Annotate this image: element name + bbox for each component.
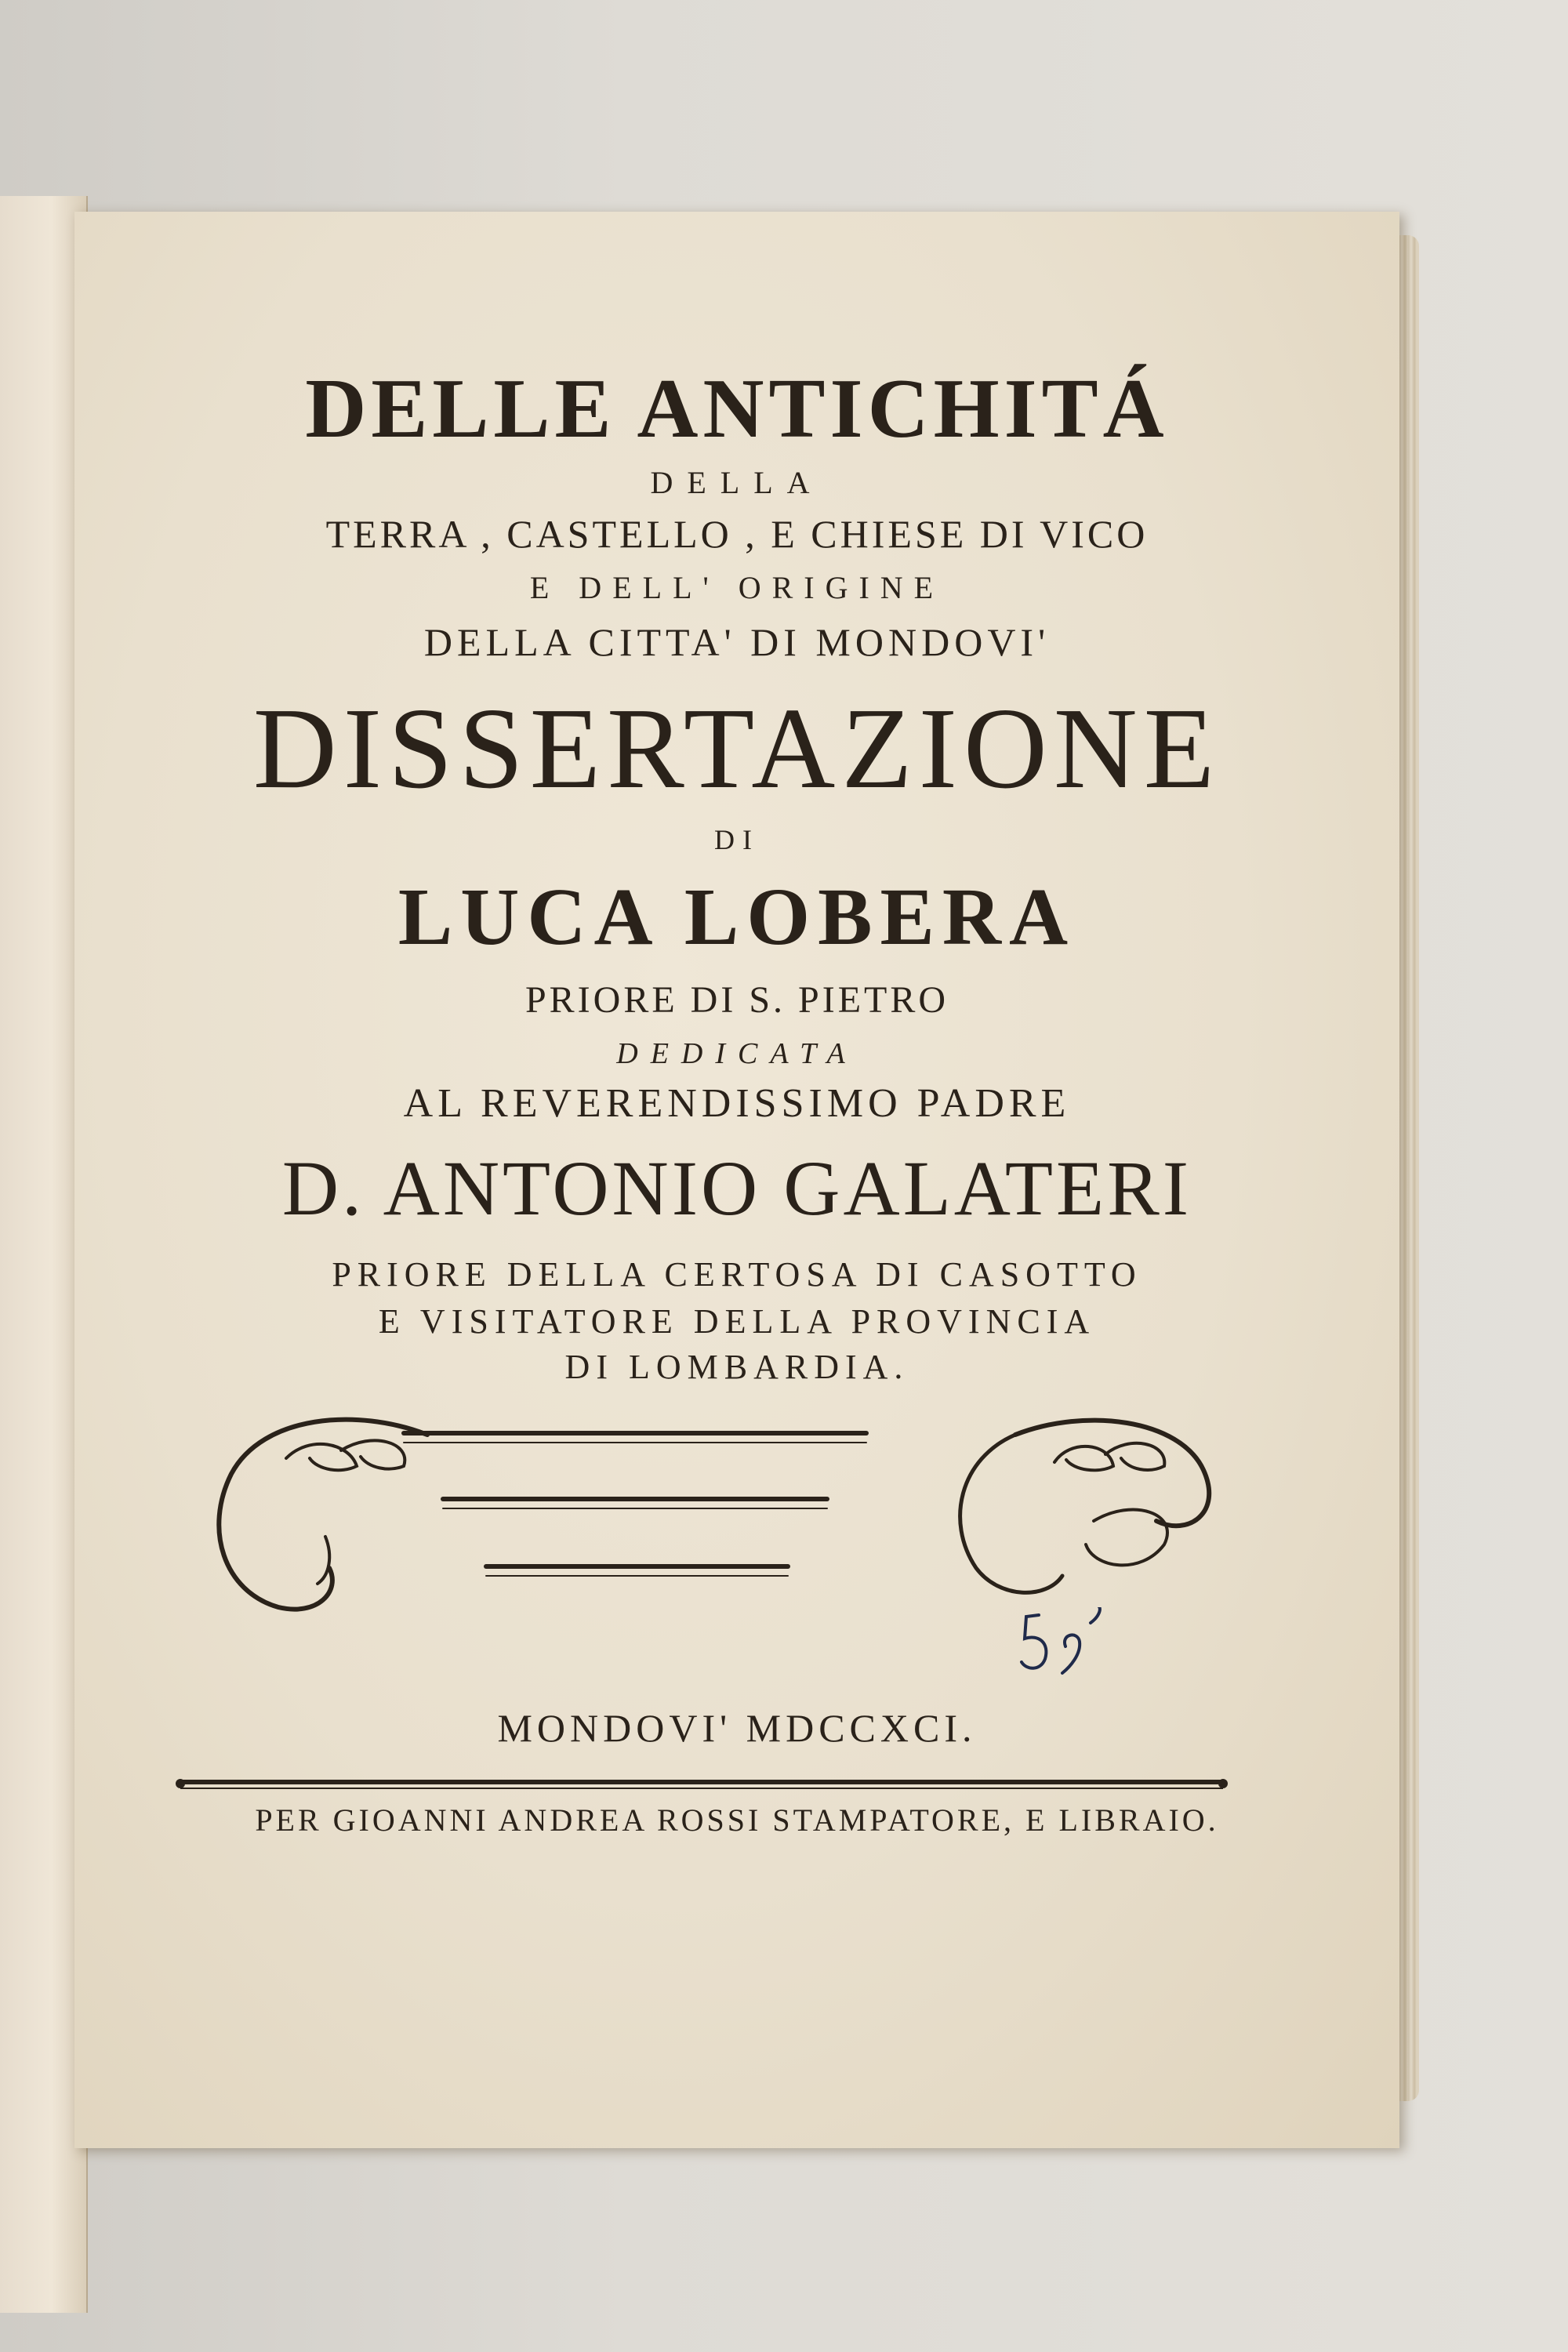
title-line-della: DELLA [650, 465, 824, 500]
title-line-di: DI [714, 824, 760, 855]
title-line-delle-antichita: DELLE ANTICHITÁ [305, 362, 1169, 456]
dedication-address: AL REVERENDISSIMO PADRE [403, 1081, 1071, 1126]
title-line-origine: E DELL' ORIGINE [529, 570, 945, 605]
dedication-label: DEDICATA [616, 1037, 858, 1070]
author-title: PRIORE DI S. PIETRO [524, 979, 949, 1021]
imprint-place-date: MONDOVI' MDCCXCI. [497, 1706, 977, 1750]
title-page [74, 212, 1399, 2148]
title-line-citta-mondovi: DELLA CITTA' DI MONDOVI' [423, 620, 1051, 664]
typographic-ornament [192, 1411, 1290, 1670]
author-name: LUCA LOBERA [397, 872, 1076, 962]
dedicatee-title-certosa: PRIORE DELLA CERTOSA DI CASOTTO [332, 1255, 1142, 1294]
dedicatee-title-lombardia: DI LOMBARDIA. [564, 1348, 909, 1386]
title-line-dissertazione: DISSERTAZIONE [252, 684, 1221, 813]
title-line-terra-castello: TERRA , CASTELLO , E CHIESE DI VICO [325, 512, 1149, 556]
right-flourish [1015, 1421, 1209, 1526]
imprint-rule [172, 1776, 1231, 1791]
handwritten-shelf-mark [1015, 1607, 1109, 1678]
dedicatee-name: D. ANTONIO GALATERI [281, 1145, 1192, 1232]
printer-line: PER GIOANNI ANDREA ROSSI STAMPATORE, E LIBRAIO. [255, 1802, 1219, 1838]
dedicatee-title-visitatore: E VISITATORE DELLA PROVINCIA [378, 1302, 1096, 1341]
